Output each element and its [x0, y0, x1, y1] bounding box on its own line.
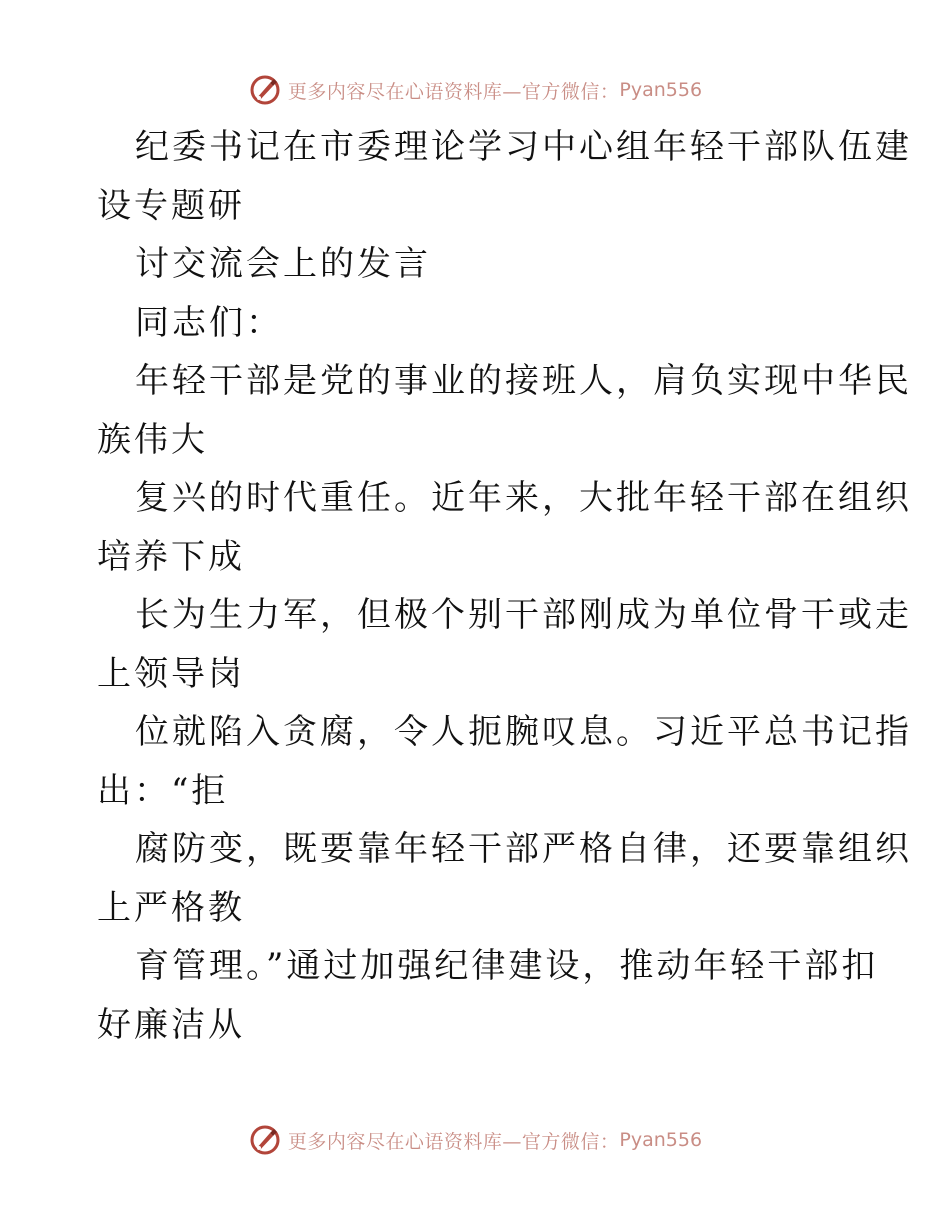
- watermark-handle: Pyan556: [619, 1129, 703, 1151]
- pen-circle-logo-icon: [248, 1123, 282, 1157]
- text-line: 出：“拒: [97, 770, 229, 811]
- document-body: [97, 118, 912, 1054]
- text-line: 年轻干部是党的事业的接班人，肩负实现中华民: [135, 361, 912, 401]
- watermark-text: 更多内容尽在心语资料库—官方微信：: [287, 1130, 620, 1153]
- text-line: 腐防变，既要靠年轻干部严格自律，还要靠组织: [135, 829, 912, 869]
- text-line: 复兴的时代重任。近年来，大批年轻干部在组织: [135, 478, 912, 518]
- text-line: 纪委书记在市委理论学习中心组年轻干部队伍建: [135, 127, 912, 167]
- text-line: 同志们：: [135, 302, 283, 343]
- text-line: 好廉洁从: [97, 1004, 245, 1045]
- text-line: 育管理。”通过加强纪律建设，推动年轻干部扣: [135, 946, 879, 986]
- pen-circle-logo-icon: [248, 73, 282, 107]
- watermark-handle: Pyan556: [619, 79, 703, 101]
- text-line: 讨交流会上的发言: [135, 244, 431, 284]
- text-line: 族伟大: [97, 419, 208, 460]
- text-line: 长为生力军，但极个别干部刚成为单位骨干或走: [135, 595, 912, 635]
- text-line: 上领导岗: [97, 653, 245, 694]
- text-line: 培养下成: [97, 536, 245, 577]
- text-line: 位就陷入贪腐，令人扼腕叹息。习近平总书记指: [135, 712, 912, 752]
- watermark-text: 更多内容尽在心语资料库—官方微信：: [287, 80, 620, 103]
- footer-watermark: [0, 1120, 950, 1160]
- text-line: 上严格教: [97, 887, 245, 928]
- text-line: 设专题研: [97, 185, 245, 226]
- header-watermark: [0, 70, 950, 110]
